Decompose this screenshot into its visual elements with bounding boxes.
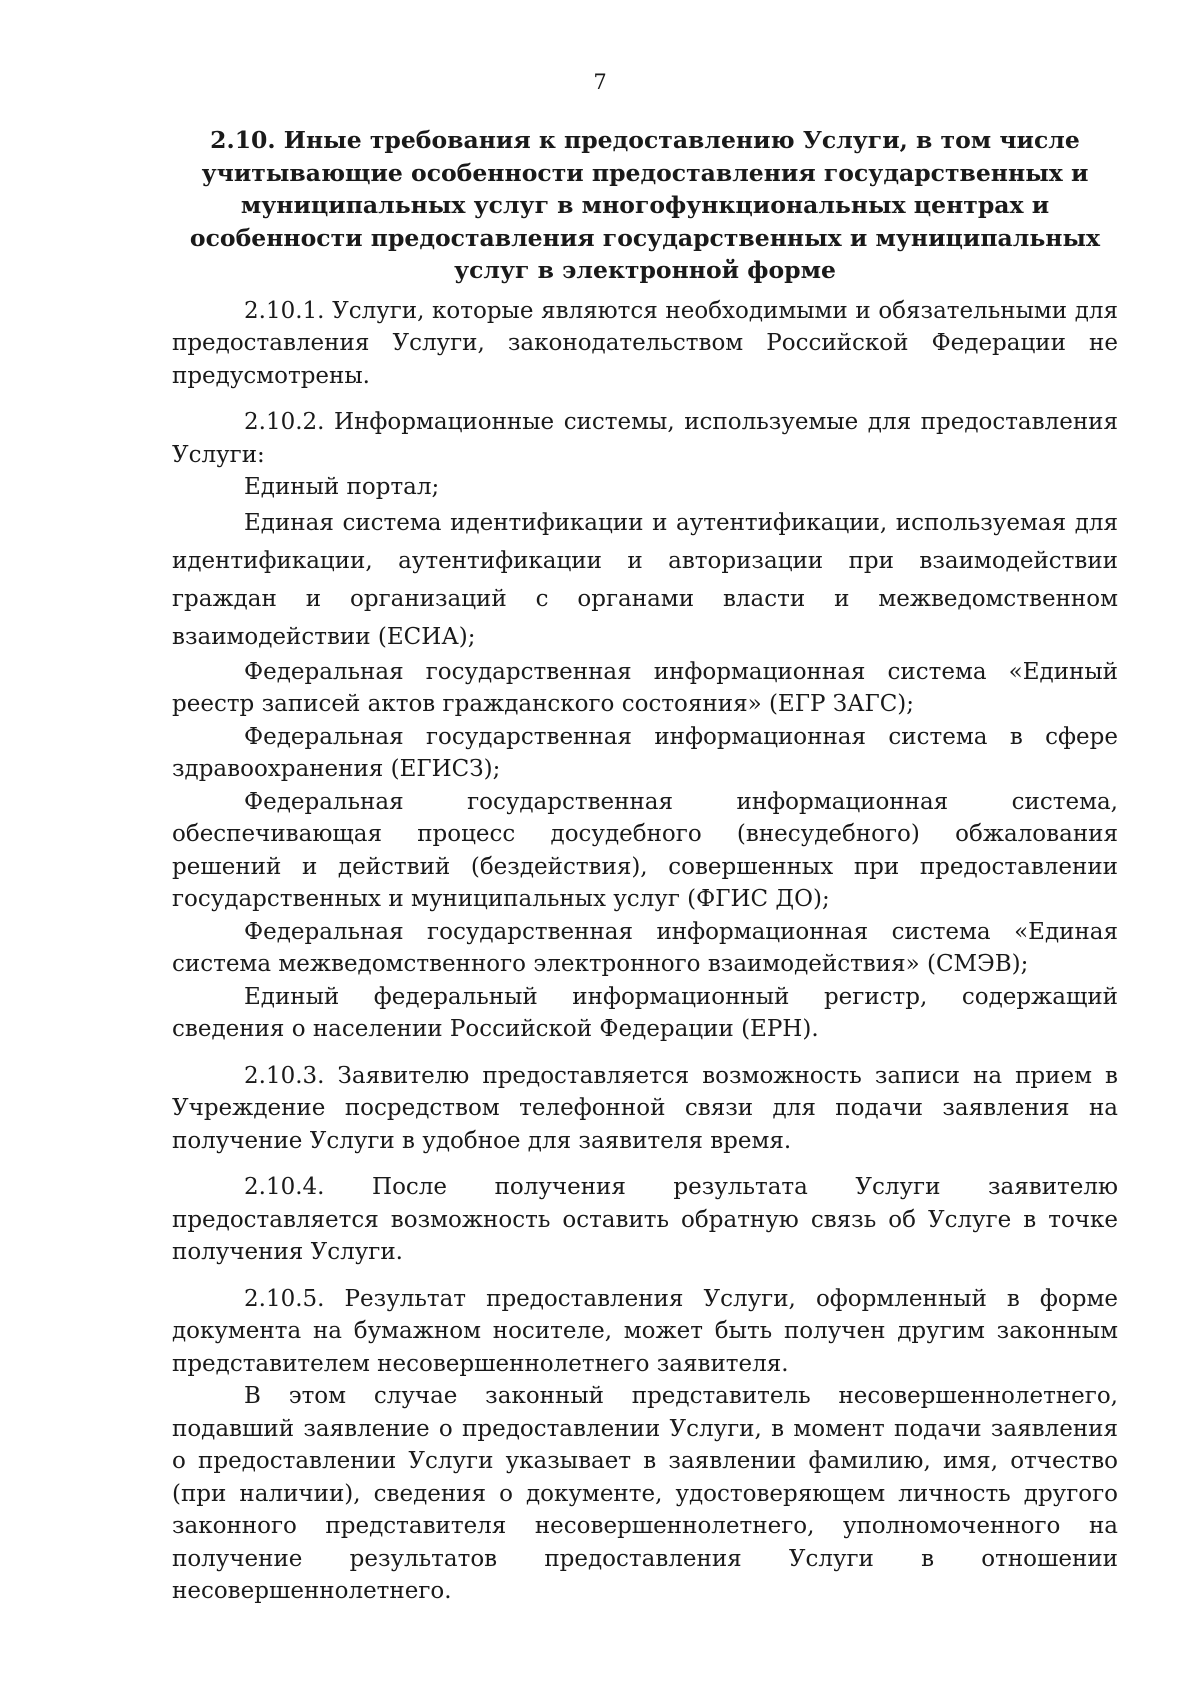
- list-item-egr-zags: Федеральная государственная информационная система «Единый реестр записей актов гражданского состояния» (ЕГР ЗАГС);: [172, 658, 1118, 717]
- paragraph-2-10-1: 2.10.1. Услуги, которые являются необходимыми и обязательными для предоставления Услуги, законодательством Российской Федерации не предусмотрены.: [172, 297, 1118, 389]
- paragraph-2-10-3: 2.10.3. Заявителю предоставляется возможность записи на прием в Учреждение посредством телефонной связи для подачи заявления на получение Услуги в удобное для заявителя время.: [172, 1062, 1118, 1154]
- paragraph-legal-representative: В этом случае законный представитель несовершеннолетнего, подавший заявление о предоставлении Услуги, в момент подачи заявления о предоставлении Услуги указывает в заявлении фамилию, имя, отчество (при наличии), сведения о документе, удостоверяющем личность другого законного представителя несовершеннолетнего, уполномоченного на получение результатов предоставления Услуги в отношении несовершеннолетнего.: [172, 1383, 1118, 1604]
- paragraph-2-10-5: 2.10.5. Результат предоставления Услуги, оформленный в форме документа на бумажном носителе, может быть получен другим законным представителем несовершеннолетнего заявителя.: [172, 1285, 1118, 1377]
- page-number: 7: [593, 70, 607, 94]
- list-item-fgis-do: Федеральная государственная информационная система, обеспечивающая процесс досудебного (внесудебного) обжалования решений и действий (бездействия), совершенных при предоставлении государственных и муниципальных услуг (ФГИС ДО);: [172, 788, 1118, 912]
- list-item-smev: Федеральная государственная информационная система «Единая система межведомственного электронного взаимодействия» (СМЭВ);: [172, 918, 1118, 977]
- paragraph-2-10-4: 2.10.4. После получения результата Услуги заявителю предоставляется возможность оставить обратную связь об Услуге в точке получения Услуги.: [172, 1174, 1118, 1265]
- list-item-egisz: Федеральная государственная информационная система в сфере здравоохранения (ЕГИСЗ);: [172, 723, 1118, 782]
- paragraph-2-10-2: 2.10.2. Информационные системы, используемые для предоставления Услуги:: [172, 409, 1118, 468]
- document-body: [172, 124, 1118, 1608]
- list-item-unified-portal: Единый портал;: [244, 474, 440, 500]
- list-item-ern: Единый федеральный информационный регистр, содержащий сведения о населении Российской Федерации (ЕРН).: [172, 983, 1118, 1042]
- section-heading: 2.10. Иные требования к предоставлению Услуги, в том числе учитывающие особенности предоставления государственных и муниципальных услуг в многофункциональных центрах и особенности предоставления государственных и муниципальных услуг в электронной форме: [189, 126, 1101, 284]
- list-item-esia: Единая система идентификации и аутентификации, используемая для идентификации, аутентификации и авторизации при взаимодействии граждан и организаций с органами власти и межведомственном взаимодействии (ЕСИА);: [172, 509, 1118, 650]
